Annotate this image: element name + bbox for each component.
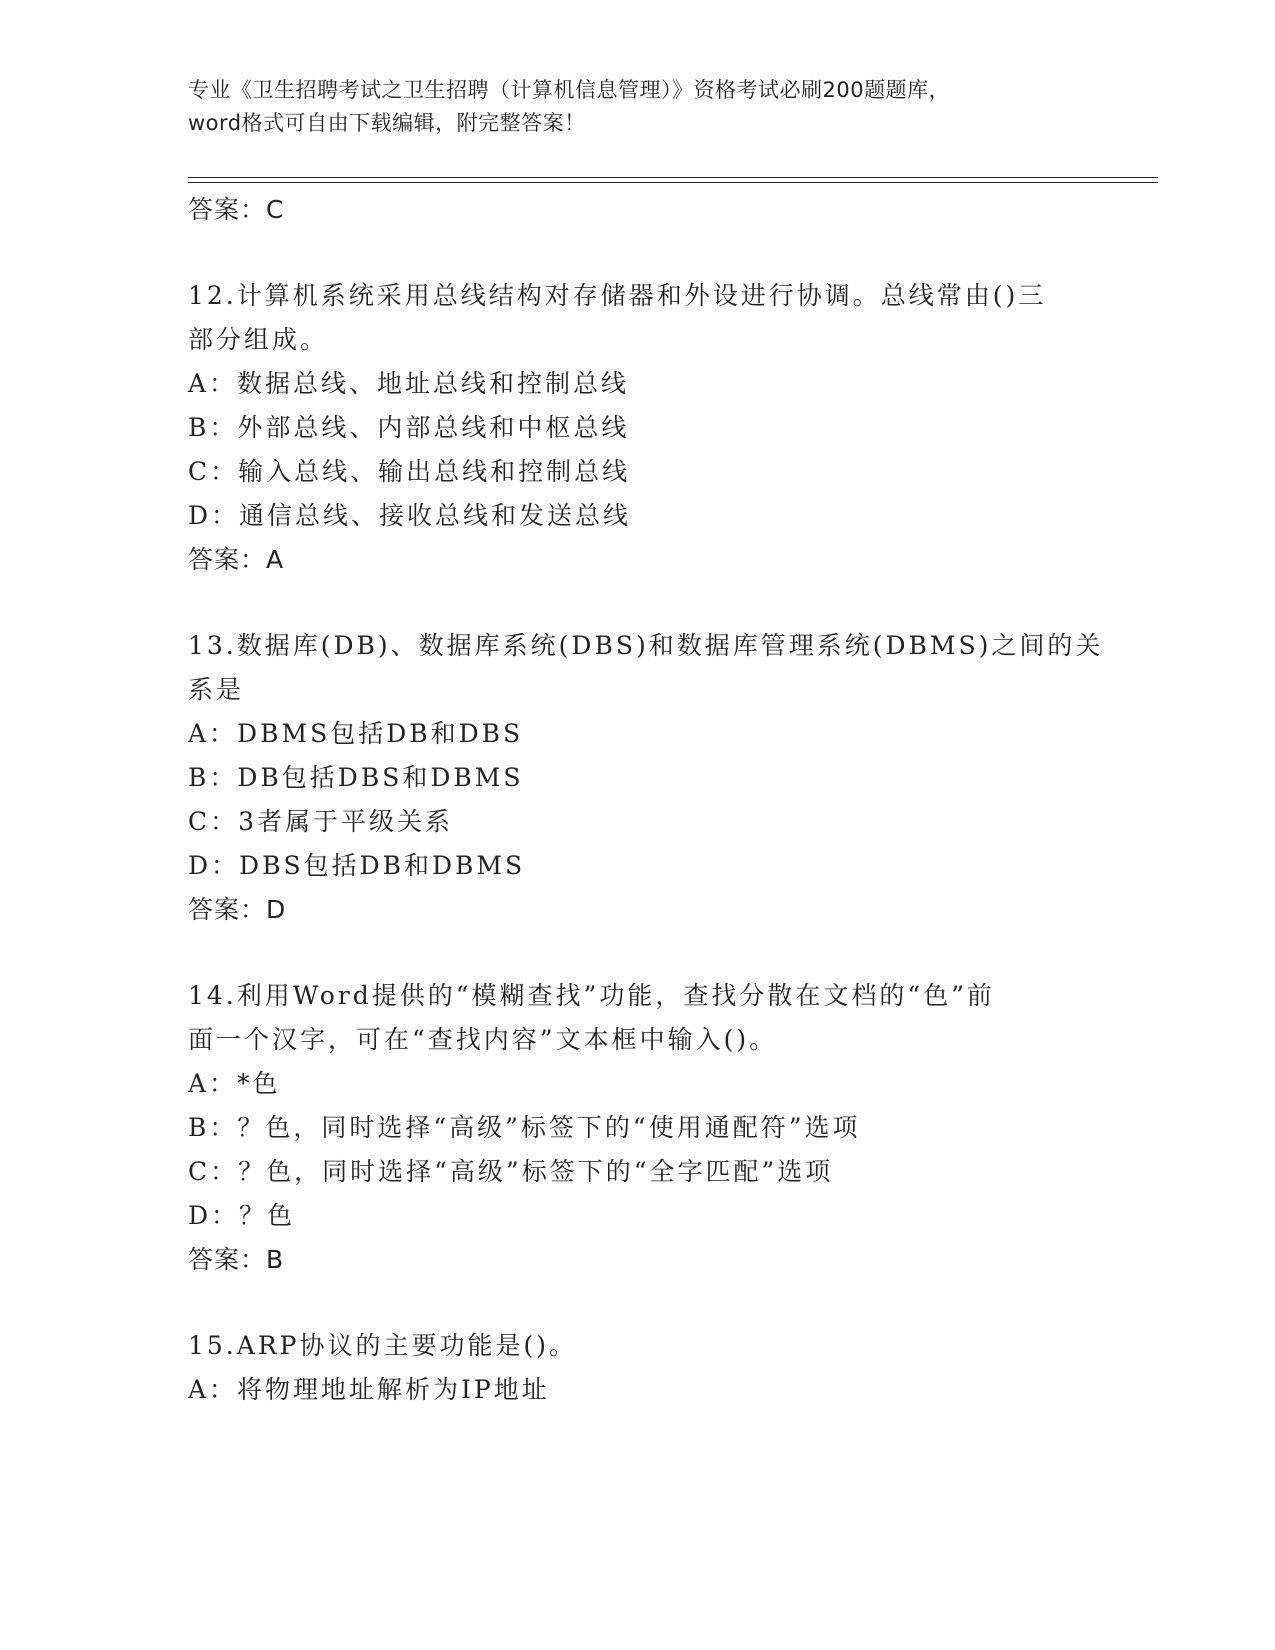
question-13-option-d: D：DBS包括DB和DBMS [188,851,526,880]
question-15-option-a: A：将物理地址解析为IP地址 [188,1375,550,1404]
question-14-option-a: A：*色 [188,1069,281,1098]
question-13-text-line-1: 13.数据库(DB)、数据库系统(DBS)和数据库管理系统(DBMS)之间的关 [188,631,1104,660]
question-14-text-line-1: 14.利用Word提供的“模糊查找”功能，查找分散在文档的“色”前 [188,981,995,1010]
answer-13: 答案：D [188,895,287,924]
question-13-option-b: B：DB包括DBS和DBMS [188,763,524,792]
document-header [188,74,1088,140]
question-12-text-line-1: 12.计算机系统采用总线结构对存储器和外设进行协调。总线常由()三 [188,281,1047,310]
question-12-option-d: D：通信总线、接收总线和发送总线 [188,501,632,530]
question-15-text-line-1: 15.ARP协议的主要功能是()。 [188,1331,577,1360]
question-13-option-c: C：3者属于平级关系 [188,807,454,836]
answer-14: 答案：B [188,1245,285,1274]
question-13-option-a: A：DBMS包括DB和DBS [188,719,524,748]
header-title-line-2: word格式可自由下载编辑，附完整答案！ [188,111,586,135]
question-12-text-line-2: 部分组成。 [188,325,329,354]
question-13-text-line-2: 系是 [188,675,245,704]
question-12-option-c: C：输入总线、输出总线和控制总线 [188,457,631,486]
header-divider-bottom [188,182,1158,183]
question-14-text-line-2: 面一个汉字，可在“查找内容”文本框中输入()。 [188,1025,778,1054]
question-14-option-d: D：？色 [188,1201,296,1230]
question-12-option-a: A：数据总线、地址总线和控制总线 [188,369,630,398]
header-divider-top [188,177,1158,178]
answer-11: 答案：C [188,195,285,224]
question-12-option-b: B：外部总线、内部总线和中枢总线 [188,413,630,442]
answer-12: 答案：A [188,545,285,574]
question-14-option-b: B：？色，同时选择“高级”标签下的“使用通配符”选项 [188,1113,861,1142]
question-14-option-c: C：？色，同时选择“高级”标签下的“全字匹配”选项 [188,1157,834,1186]
header-title-line-1: 专业《卫生招聘考试之卫生招聘（计算机信息管理）》资格考试必刷200题题库， [188,78,951,102]
